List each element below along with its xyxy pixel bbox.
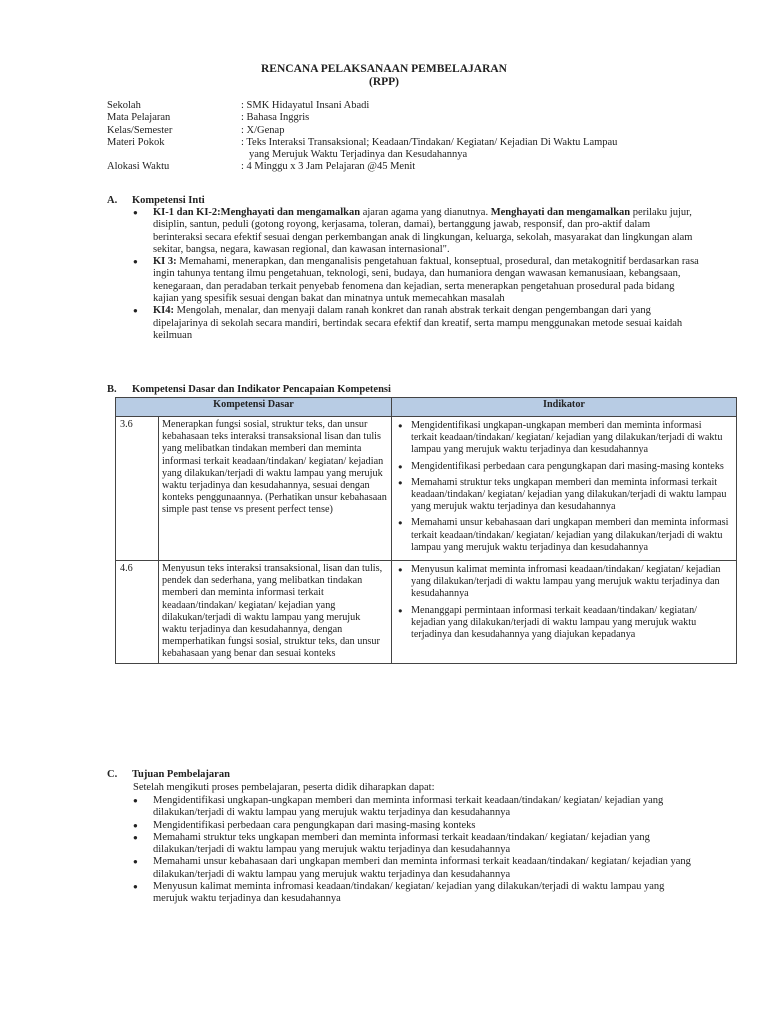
indicator-list — [394, 564, 730, 641]
indicator-list — [394, 420, 730, 554]
identity-value-cont: yang Merujuk Waktu Terjadinya dan Kesudahannya — [249, 149, 468, 161]
identity-key: Alokasi Waktu — [107, 161, 170, 173]
ki-list — [131, 207, 701, 342]
identity-row-kelas — [107, 125, 707, 137]
section-title: Tujuan Pembelajaran — [132, 769, 230, 780]
kd-indicator-table — [115, 397, 737, 664]
identity-value: : SMK Hidayatul Insani Abadi — [241, 100, 370, 111]
section-title: Kompetensi Inti — [132, 195, 205, 206]
tujuan-list — [131, 795, 691, 906]
identity-value: : Teks Interaksi Transaksional; Keadaan/Tindakan/ Kegiatan/ Kejadian Di Waktu Lampau — [241, 136, 618, 148]
list-item: ● Memahami struktur teks ungkapan memberi dan meminta informasi terkait keadaan/tindakan/ kegiatan/ kejadian yang dilakukan/terjadi di waktu lampau yang merujuk waktu terjadinya dan kesudahannya — [131, 832, 691, 857]
identity-key: Mata Pelajaran — [107, 112, 171, 124]
list-item: ● Mengidentifikasi ungkapan-ungkapan memberi dan meminta informasi terkait keadaan/tindakan/ kegiatan/ kejadian yang dilakukan/terjadi di waktu lampau yang merujuk waktu terjadinya dan kesudahannya — [131, 795, 691, 820]
identity-row-alokasi — [107, 161, 707, 173]
identity-key: Sekolah — [107, 100, 141, 111]
section-letter: C. — [107, 769, 118, 780]
kd-number: 4.6 — [116, 561, 159, 664]
identity-value: : Bahasa Inggris — [241, 112, 310, 124]
list-item: ● Menyusun kalimat meminta infromasi keadaan/tindakan/ kegiatan/ kejadian yang dilakukan/terjadi di waktu lampau yang merujuk waktu terjadinya dan kesudahannya — [131, 881, 691, 906]
ki-text: perilaku jujur, disiplin, santun, peduli (gotong royong, kerjasama, toleran, damai), bertanggung jawab, responsif, dan pro-aktif dalam berinteraksi secara efektif sesuai dengan perkembangan anak di lingkungan, keluarga, sekolah, masyarakat dan lingkungan alam sekitar, bangsa, negara, kawasan regional, dan kawasan internasional". — [153, 207, 693, 255]
ki-text: ajaran agama yang dianutnya. — [360, 207, 491, 218]
list-item — [131, 305, 701, 342]
section-letter: A. — [107, 195, 118, 206]
section-b-heading — [107, 384, 391, 396]
list-item: ● Mengidentifikasi perbedaan cara pengungkapan dari masing-masing konteks — [131, 820, 691, 832]
identity-row-materi — [107, 137, 707, 149]
table-header-row — [116, 398, 737, 417]
ki-label: KI 3: — [153, 256, 177, 268]
section-c-heading — [107, 769, 230, 781]
identity-key-blank — [107, 149, 241, 161]
identity-row-mapel — [107, 112, 707, 124]
list-item — [131, 207, 701, 256]
table-row — [116, 561, 737, 664]
ki-label: KI4: — [153, 305, 174, 317]
identity-value: : 4 Minggu x 3 Jam Pelajaran @45 Menit — [241, 161, 416, 173]
indicator-cell — [392, 417, 737, 561]
section-a-heading — [107, 195, 205, 207]
ki-label: KI-1 dan KI-2:Menghayati dan mengamalkan — [153, 207, 361, 218]
indicator-item: ● Memahami struktur teks ungkapan memberi dan meminta informasi terkait keadaan/tindakan/ kegiatan/ kejadian yang dilakukan/terjadi di waktu lampau yang merujuk waktu terjadinya dan kesudahannya — [394, 477, 730, 514]
ki-text: Mengolah, menalar, dan menyaji dalam ranah konkret dan ranah abstrak terkait dengan pengembangan dari yang dipelajarinya di sekolah secara mandiri, bertindak secara efektif dan kreatif, serta mampu menggunakan metode sesuai kaidah keilmuan — [153, 305, 683, 341]
ki-bold-text: Menghayati dan mengamalkan — [490, 207, 631, 218]
tujuan-intro: Setelah mengikuti proses pembelajaran, peserta didik diharapkan dapat: — [133, 782, 435, 793]
section-title: Kompetensi Dasar dan Indikator Pencapaian Kompetensi — [132, 384, 391, 395]
table-row — [116, 417, 737, 561]
document-title: RENCANA PELAKSANAAN PEMBELAJARAN — [261, 63, 507, 75]
indicator-item: ● Mengidentifikasi ungkapan-ungkapan memberi dan meminta informasi terkait keadaan/tindakan/ kegiatan/ kejadian yang dilakukan/terjadi di waktu lampau yang merujuk waktu terjadinya dan kesudahannya — [394, 420, 730, 457]
identity-block — [107, 100, 707, 174]
ki-text: Memahami, menerapkan, dan menganalisis pengetahuan faktual, konseptual, prosedural, dan metakognitif berdasarkan rasa ingin tahunya tentang ilmu pengetahuan, teknologi, seni, budaya, dan humaniora dengan wawasan kemanusiaan, kebangsaan, kenegaraan, dan peradaban terkait penyebab fenomena dan kejadian, serta menerapkan pengetahuan prosedural pada bidang kajian yang spesifik sesuai dengan bakat dan minatnya untuk memecahkan masalah — [153, 256, 699, 305]
indicator-item: ● Memahami unsur kebahasaan dari ungkapan memberi dan meminta informasi terkait keadaan/tindakan/ kegiatan/ kejadian yang dilakukan/terjadi di waktu lampau yang merujuk waktu terjadinya dan kesudahannya — [394, 517, 730, 554]
identity-key: Materi Pokok — [107, 136, 165, 148]
indicator-cell — [392, 561, 737, 664]
column-header-kd: Kompetensi Dasar — [116, 398, 392, 417]
kd-number: 3.6 — [116, 417, 159, 561]
identity-row-materi-cont — [107, 149, 707, 161]
kd-text: Menerapkan fungsi sosial, struktur teks, dan unsur kebahasaan teks interaksi transaksional lisan dan tulis yang melibatkan tindakan memberi dan meminta informasi terkait keadaan/tindakan/ kegiatan/ kejadian yang dilakukan/terjadi di waktu lampau yang merujuk waktu terjadinya dan kesudahannya, sesuai dengan konteks penggunaannya. (Perhatikan unsur kebahasaan simple past tense vs present perfect tense) — [159, 417, 392, 561]
column-header-indikator: Indikator — [392, 398, 737, 417]
identity-key: Kelas/Semester — [107, 124, 173, 136]
list-item — [131, 256, 701, 305]
indicator-item: ● Menanggapi permintaan informasi terkait keadaan/tindakan/ kegiatan/ kejadian yang dilakukan/terjadi di waktu lampau yang merujuk waktu terjadinya dan kesudahannya yang diajukan kepadanya — [394, 605, 730, 642]
identity-value: : X/Genap — [241, 124, 285, 136]
kd-text: Menyusun teks interaksi transaksional, lisan dan tulis, pendek dan sederhana, yang melibatkan tindakan memberi dan meminta informasi terkait keadaan/tindakan/ kegiatan/ kejadian yang dilakukan/terjadi di waktu lampau yang merujuk waktu terjadinya dan kesudahannya, dengan memperhatikan fungsi sosial, struktur teks, dan unsur kebahasaan yang benar dan sesuai konteks — [159, 561, 392, 664]
section-letter: B. — [107, 384, 117, 395]
list-item: ● Memahami unsur kebahasaan dari ungkapan memberi dan meminta informasi terkait keadaan/tindakan/ kegiatan/ kejadian yang dilakukan/terjadi di waktu lampau yang merujuk waktu terjadinya dan kesudahannya — [131, 856, 691, 881]
indicator-item: ● Menyusun kalimat meminta infromasi keadaan/tindakan/ kegiatan/ kejadian yang dilakukan/terjadi di waktu lampau yang merujuk waktu terjadinya dan kesudahannya — [394, 564, 730, 601]
indicator-item: ● Mengidentifikasi perbedaan cara pengungkapan dari masing-masing konteks — [394, 461, 730, 473]
identity-row-sekolah — [107, 100, 707, 112]
document-subtitle: (RPP) — [368, 76, 399, 88]
